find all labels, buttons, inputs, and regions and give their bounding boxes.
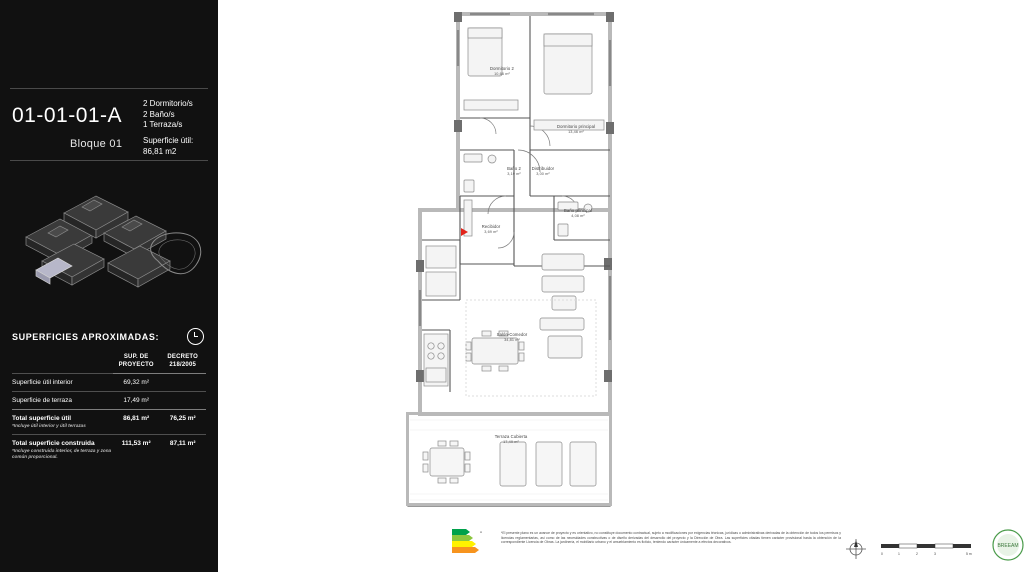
row-label [12, 410, 113, 435]
row-note: *Incluye construida interior, de terraza y zona común proporcional. [12, 448, 112, 459]
row-decreto-value: 76,25 m² [159, 410, 206, 435]
room-label-salon-comedor [482, 332, 542, 343]
room-label-bano-principal [550, 208, 606, 219]
table-row [12, 374, 206, 392]
surfaces-table [12, 352, 206, 465]
row-label-text: Total superficie útil [12, 415, 72, 422]
room-label-dormitorio-principal [542, 124, 610, 135]
row-project-value: 69,32 m² [113, 374, 160, 392]
north-compass-icon [845, 538, 867, 560]
svg-text:3: 3 [934, 552, 936, 556]
row-label [12, 435, 113, 466]
room-name: Distribuidor [531, 166, 555, 171]
clock-icon [187, 328, 204, 345]
room-name: Baño 2 [507, 166, 521, 171]
energy-rating-icon [450, 527, 490, 555]
usable-surface-value: 86,81 m2 [143, 146, 177, 156]
surfaces-table-wrap [12, 352, 206, 465]
room-name: Recibidor [481, 224, 501, 229]
room-label-recibidor [468, 224, 514, 235]
svg-text:BREEAM: BREEAM [997, 543, 1019, 549]
site-plan-isometric [8, 175, 210, 310]
table-row [12, 392, 206, 410]
room-area: 3,19 m² [507, 171, 521, 176]
room-name: Dormitorio 2 [489, 66, 514, 71]
room-label-terraza-cubierta [480, 434, 542, 445]
row-project-value: 86,81 m² [113, 410, 160, 435]
entrance-arrow-icon [461, 228, 468, 236]
row-decreto-value: 87,11 m² [159, 435, 206, 466]
room-area: 10,66 m² [494, 71, 510, 76]
room-name: Dormitorio principal [556, 124, 596, 129]
svg-text:5 m: 5 m [966, 552, 972, 556]
svg-text:1: 1 [898, 552, 900, 556]
row-decreto-value [159, 392, 206, 410]
room-summary [143, 99, 193, 131]
room-area: 3,69 m² [484, 229, 498, 234]
room-area: 17,49 m² [503, 439, 519, 444]
divider-bottom [10, 160, 208, 161]
room-count-bathrooms: 2 Baño/s [143, 109, 175, 119]
info-sidebar [0, 0, 218, 572]
room-area: 34,81 m² [504, 337, 520, 342]
row-label: Superficie de terraza [12, 392, 113, 410]
col-header-decreto: DECRETO 218/2005 [159, 352, 206, 374]
svg-text:0: 0 [881, 552, 883, 556]
breeam-badge [990, 527, 1026, 563]
row-note: *Incluye útil interior y útil terrazas [12, 423, 86, 428]
svg-text:2: 2 [916, 552, 918, 556]
table-row [12, 410, 206, 435]
table-header-row [12, 352, 206, 374]
divider-top [10, 88, 208, 89]
row-project-value: 111,53 m² [113, 435, 160, 466]
floor-plan-drawing [218, 0, 850, 572]
room-count-bedrooms: 2 Dormitorio/s [143, 99, 193, 108]
usable-surface [143, 136, 193, 157]
row-decreto-value [159, 374, 206, 392]
room-area: 3,00 m² [536, 171, 550, 176]
room-name: Terraza Cubierta [494, 434, 528, 439]
row-label: Superficie útil interior [12, 374, 113, 392]
usable-surface-title: Superficie útil: [143, 136, 194, 145]
room-area: 13,46 m² [568, 129, 584, 134]
room-name: Baño principal [564, 208, 592, 213]
surfaces-title: SUPERFICIES APROXIMADAS: [12, 332, 160, 342]
room-count-terraces: 1 Terraza/s [143, 120, 183, 129]
scale-bar [881, 542, 981, 556]
room-label-dormitorio-2 [473, 66, 531, 77]
svg-text:A: A [480, 530, 483, 534]
room-name: Salón-Comedor [496, 332, 528, 337]
legal-disclaimer: *El presente plano es un avance de proyecto y es orientativo, no constituye documento contractual, sujeto a modificaciones por exigencias técnicas, jurídicas o administrativas derivadas de la obtención de todos los permisos y licencias reglamentarias, así como de las necesidades constructivas o de diseño derivadas del desarrollo del proyecto y la Dirección de Obra. Las superficies citadas tienen carácter provisional hasta la obtención de la correspondiente Licencia de Obras. La jardinería, el mobiliario urbano y el amueblamiento es ficticio, teniendo carácter únicamente a efectos decorativos. [501, 531, 841, 545]
room-label-distribuidor [518, 166, 568, 177]
row-label-text: Total superficie construida [12, 440, 95, 447]
col-header-blank [12, 352, 113, 374]
col-header-project: SUP. DE PROYECTO [113, 352, 160, 374]
block-name: Bloque 01 [70, 138, 123, 150]
row-project-value: 17,49 m² [113, 392, 160, 410]
floor-plan-area [218, 0, 1019, 572]
unit-code: 01-01-01-A [12, 104, 123, 127]
table-row [12, 435, 206, 466]
room-area: 4,08 m² [571, 213, 585, 218]
